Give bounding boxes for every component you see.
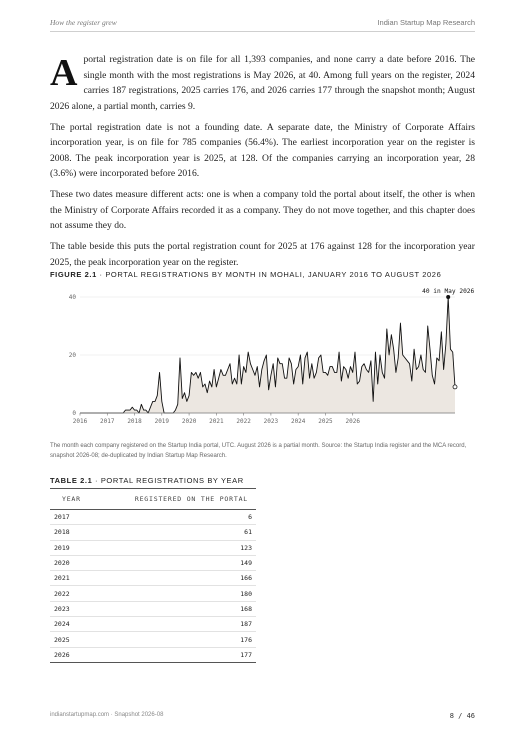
x-tick-label: 2024: [290, 418, 306, 425]
count-cell: 149: [93, 555, 256, 570]
table-row: [50, 510, 256, 525]
y-tick-label: 0: [72, 410, 76, 417]
peak-marker: [446, 295, 450, 299]
table-caption: TABLE 2.1 · PORTAL REGISTRATIONS BY YEAR: [50, 476, 244, 485]
year-cell: 2025: [50, 632, 93, 647]
x-tick-label: 2026: [345, 418, 360, 425]
partial-month-marker: [453, 385, 457, 389]
x-tick-label: 2017: [100, 418, 115, 425]
column-header-registered: REGISTERED ON THE PORTAL: [93, 489, 256, 510]
page-separator: /: [458, 712, 463, 720]
count-cell: 177: [93, 647, 256, 662]
figure-label: FIGURE 2.1: [50, 270, 97, 279]
table-row: [50, 647, 256, 662]
count-cell: 180: [93, 586, 256, 601]
figure-title: PORTAL REGISTRATIONS BY MONTH IN MOHALI, JANUARY 2016 TO AUGUST 2026: [105, 270, 442, 279]
x-tick-label: 2019: [154, 418, 170, 425]
running-header: [50, 16, 475, 28]
drop-cap: A: [50, 52, 78, 94]
year-cell: 2024: [50, 617, 93, 632]
year-cell: 2018: [50, 525, 93, 540]
count-cell: 6: [93, 510, 256, 525]
figure-note: The month each company registered on the Startup India portal, UTC. August 2026 is a partial month. Source: the Startup India register and the MCA record, snapshot 2026-08; de-duplicated by Indian Startup Map Research.: [50, 443, 467, 459]
x-tick-label: 2025: [318, 418, 333, 425]
table-row: [50, 632, 256, 647]
footer-source: indianstartupmap.com · Snapshot 2026-08: [50, 712, 164, 718]
paragraph-4: The table beside this puts the portal registration count for 2025 at 176 against 128 for the incorporation year 2025, the peak incorporation year on the register.: [50, 241, 475, 268]
table-row: [50, 617, 256, 632]
table-label: TABLE 2.1: [50, 476, 93, 485]
x-tick-label: 2016: [72, 418, 88, 425]
x-tick-label: 2022: [236, 418, 251, 425]
x-tick-label: 2023: [263, 418, 279, 425]
table-row: [50, 555, 256, 570]
table-title: PORTAL REGISTRATIONS BY YEAR: [100, 476, 244, 485]
count-cell: 176: [93, 632, 256, 647]
y-tick-label: 20: [68, 352, 76, 359]
x-tick-label: 2021: [209, 418, 224, 425]
figure-caption: FIGURE 2.1 · PORTAL REGISTRATIONS BY MONTH IN MOHALI, JANUARY 2016 TO AUGUST 2026: [50, 270, 442, 279]
body-text: [50, 52, 475, 276]
paragraph-1: [50, 52, 475, 114]
page-number: [450, 712, 475, 720]
x-tick-label: 2018: [127, 418, 142, 425]
section-title: How the register grew: [50, 17, 117, 27]
table-row: [50, 571, 256, 586]
registrations-table: [50, 488, 256, 663]
publisher-name: Indian Startup Map Research: [377, 17, 475, 27]
count-cell: 166: [93, 571, 256, 586]
year-cell: 2019: [50, 540, 93, 555]
paragraph-3: These two dates measure different acts: one is when a company told the portal about itself, the other is when the Ministry of Corporate Affairs recorded it as a company. They do not move together, and this chapter does not assume they do.: [50, 189, 475, 231]
total-pages: 46: [466, 712, 475, 720]
count-cell: 123: [93, 540, 256, 555]
year-cell: 2026: [50, 647, 93, 662]
table-row: [50, 586, 256, 601]
paragraph-1-text: portal registration date is on file for all 1,393 companies, and none carry a date before 2016. The single month with the most registrations is May 2026, at 40. Among full years on the register, 2024 carries 187 registrations, 2025 carries 176, and 2026 carries 177 through the snapshot month; August 2026 alone, a partial month, carries 9.: [50, 54, 475, 112]
year-cell: 2020: [50, 555, 93, 570]
table-row: [50, 540, 256, 555]
paragraph-2: The portal registration date is not a founding date. A separate date, the Ministry of Corporate Affairs incorporation year, is on file for 785 companies (56.4%). The earliest incorporation year on the register is 2008. The peak incorporation year is 2025, at 128. Of the companies carrying an incorporation year, 28 (3.6%) were incorporated before 2016.: [50, 121, 475, 179]
year-cell: 2017: [50, 510, 93, 525]
table-row: [50, 601, 256, 616]
count-cell: 61: [93, 525, 256, 540]
count-cell: 168: [93, 601, 256, 616]
chart-svg: [50, 285, 475, 430]
y-tick-label: 40: [68, 294, 76, 301]
table-row: [50, 525, 256, 540]
year-cell: 2023: [50, 601, 93, 616]
registrations-chart: [50, 285, 475, 430]
year-cell: 2022: [50, 586, 93, 601]
table-header-row: [50, 489, 256, 510]
current-page: 8: [449, 712, 454, 720]
page-footer: [50, 712, 475, 720]
year-cell: 2021: [50, 571, 93, 586]
count-cell: 187: [93, 617, 256, 632]
header-rule: [50, 31, 475, 32]
column-header-year: YEAR: [50, 489, 93, 510]
x-tick-label: 2020: [181, 418, 197, 425]
peak-annotation: 40 in May 2026: [422, 288, 475, 295]
